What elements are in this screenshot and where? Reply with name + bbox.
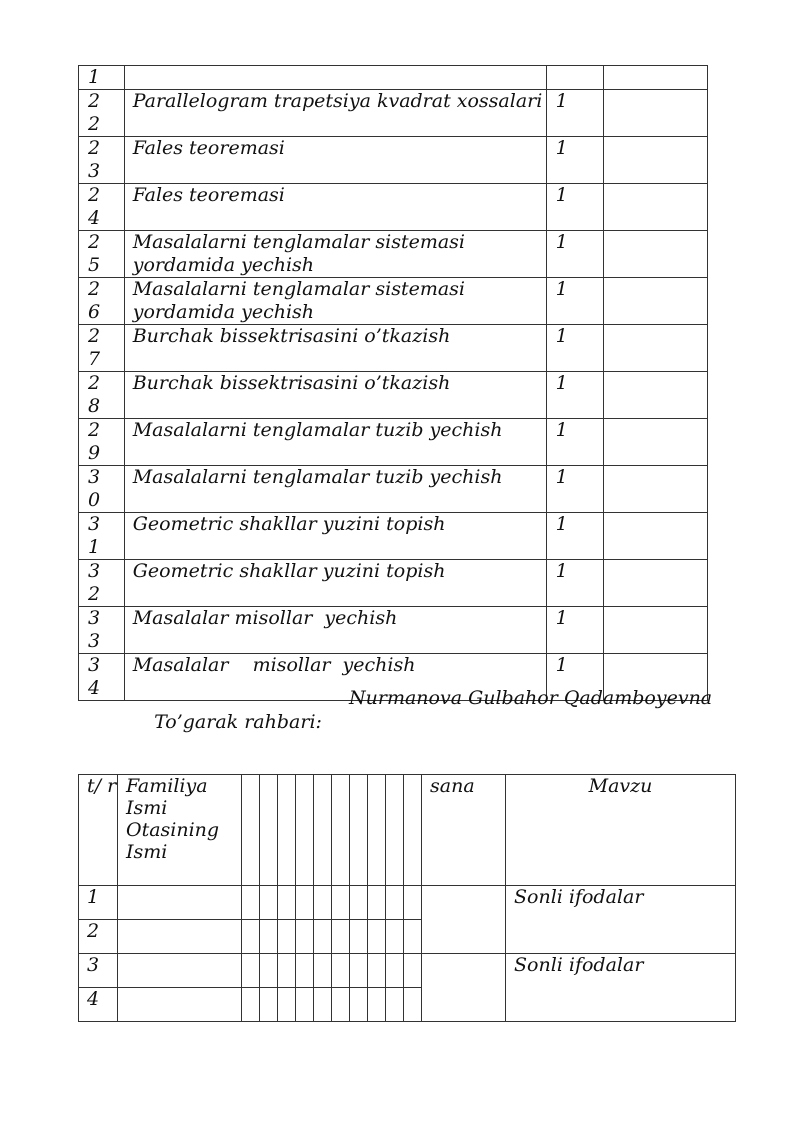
- plan-row: [79, 90, 708, 137]
- plan-row: [79, 466, 708, 513]
- attendance-date: [422, 886, 506, 954]
- grid-cell: [350, 775, 368, 886]
- attendance-student-name: [118, 886, 242, 920]
- attendance-mark-cell: [296, 954, 314, 988]
- plan-row-topic: Burchak bissektrisasini o’tkazish: [124, 325, 546, 372]
- attendance-row-number: 4: [79, 988, 118, 1022]
- plan-row-hours: 1: [546, 607, 604, 654]
- attendance-mark-cell: [314, 988, 332, 1022]
- attendance-row-number: 3: [79, 954, 118, 988]
- plan-row: [79, 325, 708, 372]
- attendance-mark-cell: [242, 954, 260, 988]
- plan-row-hours: 1: [546, 560, 604, 607]
- attendance-mark-cell: [368, 886, 386, 920]
- attendance-mark-cell: [296, 920, 314, 954]
- plan-row-number: 2 9: [79, 419, 125, 466]
- attendance-mark-cell: [350, 920, 368, 954]
- grid-cell: [404, 775, 422, 886]
- attendance-mark-cell: [332, 954, 350, 988]
- plan-row: [79, 419, 708, 466]
- attendance-mark-cell: [332, 988, 350, 1022]
- plan-row-hours: 1: [546, 325, 604, 372]
- header-tr: t/ r: [79, 775, 118, 886]
- attendance-mark-cell: [296, 988, 314, 1022]
- plan-row-hours: 1: [546, 278, 604, 325]
- plan-row: [79, 278, 708, 325]
- grid-cell: [296, 775, 314, 886]
- attendance-mark-cell: [314, 954, 332, 988]
- header-fio: [118, 775, 242, 886]
- attendance-mark-cell: [404, 954, 422, 988]
- plan-row-number: 2 6: [79, 278, 125, 325]
- plan-row-topic: Masalalarni tenglamalar sistemasi yordamida yechish: [124, 231, 546, 278]
- plan-row-topic: Burchak bissektrisasini o’tkazish: [124, 372, 546, 419]
- attendance-mark-cell: [242, 988, 260, 1022]
- header-fio-line: Familiya: [126, 775, 208, 797]
- plan-row: [79, 231, 708, 278]
- header-fio-line: Ismi: [126, 797, 168, 819]
- plan-row-topic: [124, 66, 546, 90]
- attendance-mark-cell: [386, 920, 404, 954]
- lesson-plan-table: [78, 65, 708, 701]
- grid-cell: [314, 775, 332, 886]
- attendance-mark-cell: [314, 920, 332, 954]
- header-fio-line: Otasining: [126, 819, 220, 841]
- attendance-topic: Sonli ifodalar: [506, 886, 736, 954]
- attendance-mark-cell: [296, 886, 314, 920]
- attendance-mark-cell: [368, 920, 386, 954]
- plan-row-number: 2 7: [79, 325, 125, 372]
- plan-row-topic: Masalalarni tenglamalar sistemasi yordamida yechish: [124, 278, 546, 325]
- attendance-mark-cell: [260, 988, 278, 1022]
- attendance-mark-cell: [350, 954, 368, 988]
- plan-row-hours: 1: [546, 184, 604, 231]
- plan-row-topic: Fales teoremasi: [124, 137, 546, 184]
- plan-row: [79, 513, 708, 560]
- attendance-header-row: [79, 775, 736, 886]
- attendance-table: [78, 774, 736, 1022]
- attendance-mark-cell: [332, 886, 350, 920]
- plan-row-hours: 1: [546, 513, 604, 560]
- plan-row-hours: 1: [546, 90, 604, 137]
- attendance-mark-cell: [278, 886, 296, 920]
- header-mavzu: Mavzu: [506, 775, 736, 886]
- attendance-mark-cell: [350, 886, 368, 920]
- attendance-student-name: [118, 988, 242, 1022]
- plan-row: [79, 560, 708, 607]
- attendance-student-name: [118, 920, 242, 954]
- attendance-row-number: 2: [79, 920, 118, 954]
- plan-row-note: [604, 231, 708, 278]
- attendance-mark-cell: [404, 920, 422, 954]
- plan-row-hours: 1: [546, 372, 604, 419]
- attendance-mark-cell: [260, 886, 278, 920]
- grid-cell: [386, 775, 404, 886]
- plan-row-note: [604, 466, 708, 513]
- plan-row: [79, 184, 708, 231]
- plan-row-number: 2 3: [79, 137, 125, 184]
- plan-row-number: 3 3: [79, 607, 125, 654]
- header-sana: sana: [422, 775, 506, 886]
- attendance-mark-cell: [242, 886, 260, 920]
- attendance-mark-cell: [386, 886, 404, 920]
- plan-row-note: [604, 137, 708, 184]
- attendance-mark-cell: [278, 988, 296, 1022]
- signature-name: Nurmanova Gulbahor Qadamboyevna: [349, 687, 713, 709]
- attendance-mark-cell: [404, 886, 422, 920]
- plan-row-note: [604, 184, 708, 231]
- attendance-mark-cell: [350, 988, 368, 1022]
- plan-row-number: 3 0: [79, 466, 125, 513]
- attendance-mark-cell: [314, 886, 332, 920]
- attendance-mark-cell: [278, 920, 296, 954]
- plan-row-topic: Parallelogram trapetsiya kvadrat xossalari: [124, 90, 546, 137]
- plan-row-hours: 1: [546, 419, 604, 466]
- plan-row-hours: 1: [546, 137, 604, 184]
- plan-row-note: [604, 325, 708, 372]
- plan-row-note: [604, 372, 708, 419]
- plan-row-number: 3 1: [79, 513, 125, 560]
- plan-row-topic: Masalalar misollar yechish: [124, 654, 546, 701]
- grid-cell: [278, 775, 296, 886]
- plan-row-number: 3 2: [79, 560, 125, 607]
- plan-row-hours: 1: [546, 466, 604, 513]
- plan-row-topic: Geometric shakllar yuzini topish: [124, 560, 546, 607]
- plan-row-note: [604, 513, 708, 560]
- attendance-date: [422, 954, 506, 1022]
- attendance-row: [79, 886, 736, 920]
- signature-label: To’garak rahbari:: [154, 711, 322, 733]
- plan-row-note: [604, 560, 708, 607]
- attendance-topic: Sonli ifodalar: [506, 954, 736, 1022]
- plan-row: [79, 137, 708, 184]
- plan-row-number: 2 8: [79, 372, 125, 419]
- signature-line: [142, 686, 713, 758]
- plan-row-number: 3 4: [79, 654, 125, 701]
- plan-row-note: [604, 90, 708, 137]
- plan-row-topic: Geometric shakllar yuzini topish: [124, 513, 546, 560]
- grid-cell: [260, 775, 278, 886]
- attendance-row-number: 1: [79, 886, 118, 920]
- plan-row-topic: Masalalarni tenglamalar tuzib yechish: [124, 419, 546, 466]
- plan-row-note: [604, 419, 708, 466]
- attendance-student-name: [118, 954, 242, 988]
- attendance-mark-cell: [386, 954, 404, 988]
- attendance-mark-cell: [368, 954, 386, 988]
- plan-row-number: 2 4: [79, 184, 125, 231]
- attendance-mark-cell: [278, 954, 296, 988]
- plan-row-number: 2 5: [79, 231, 125, 278]
- grid-cell: [332, 775, 350, 886]
- plan-row-hours: 1: [546, 654, 604, 701]
- plan-row-number: 1: [79, 66, 125, 90]
- attendance-mark-cell: [242, 920, 260, 954]
- plan-row-note: [604, 607, 708, 654]
- attendance-mark-cell: [386, 988, 404, 1022]
- attendance-row: [79, 954, 736, 988]
- plan-row-topic: Fales teoremasi: [124, 184, 546, 231]
- plan-row-topic: Masalalar misollar yechish: [124, 607, 546, 654]
- plan-row-note: [604, 278, 708, 325]
- attendance-mark-cell: [260, 920, 278, 954]
- plan-row-hours: [546, 66, 604, 90]
- attendance-mark-cell: [368, 988, 386, 1022]
- attendance-mark-cell: [260, 954, 278, 988]
- plan-row-note: [604, 66, 708, 90]
- plan-row: [79, 372, 708, 419]
- plan-row-topic: Masalalarni tenglamalar tuzib yechish: [124, 466, 546, 513]
- plan-row: [79, 607, 708, 654]
- header-fio-line: Ismi: [126, 841, 168, 863]
- plan-row: [79, 66, 708, 90]
- grid-cell: [242, 775, 260, 886]
- plan-row-number: 2 2: [79, 90, 125, 137]
- grid-cell: [368, 775, 386, 886]
- attendance-mark-cell: [332, 920, 350, 954]
- attendance-mark-cell: [404, 988, 422, 1022]
- plan-row-hours: 1: [546, 231, 604, 278]
